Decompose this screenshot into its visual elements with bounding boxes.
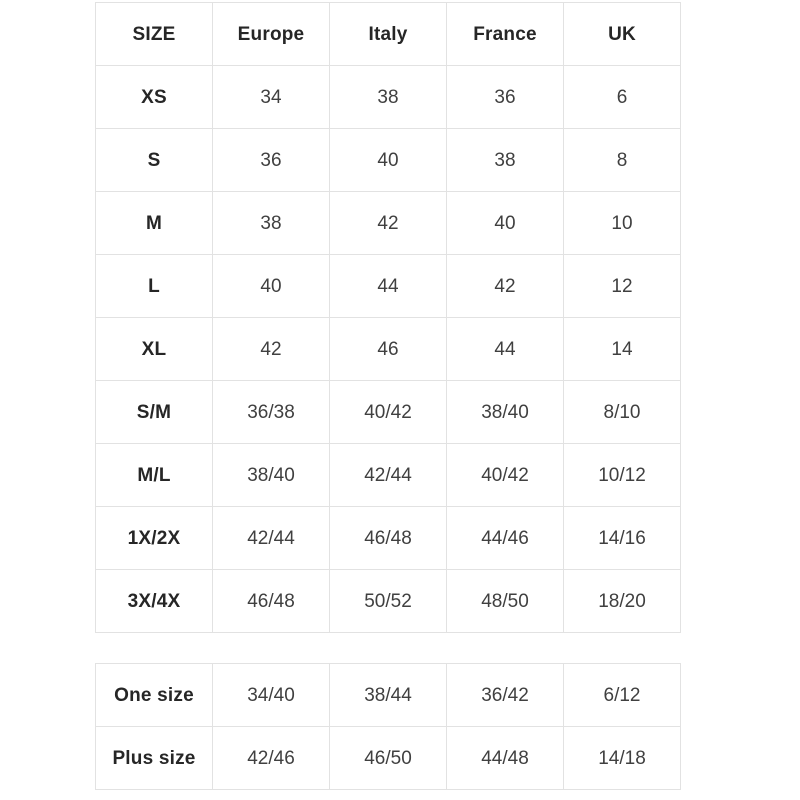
value-cell: 48/50: [447, 570, 564, 633]
size-cell: M: [96, 192, 213, 255]
table-body: [96, 664, 681, 790]
value-cell: 46/48: [213, 570, 330, 633]
value-cell: 36/38: [213, 381, 330, 444]
value-cell: 42/44: [213, 507, 330, 570]
size-cell: 1X/2X: [96, 507, 213, 570]
value-cell: 44/46: [447, 507, 564, 570]
value-cell: 42: [447, 255, 564, 318]
value-cell: 50/52: [330, 570, 447, 633]
value-cell: 46/48: [330, 507, 447, 570]
table-row: [96, 381, 681, 444]
one-size-table: [95, 663, 681, 790]
table-row: [96, 727, 681, 790]
header-row: [96, 3, 681, 66]
table-header: [96, 3, 681, 66]
table-row: [96, 255, 681, 318]
size-cell: Plus size: [96, 727, 213, 790]
size-cell: XL: [96, 318, 213, 381]
table-body: [96, 66, 681, 633]
header-cell-europe: Europe: [213, 3, 330, 66]
value-cell: 44: [330, 255, 447, 318]
header-cell-size: SIZE: [96, 3, 213, 66]
size-cell: M/L: [96, 444, 213, 507]
value-cell: 8/10: [564, 381, 681, 444]
value-cell: 36: [447, 66, 564, 129]
size-cell: S: [96, 129, 213, 192]
size-cell: L: [96, 255, 213, 318]
table-row: [96, 192, 681, 255]
value-cell: 46/50: [330, 727, 447, 790]
table-row: [96, 570, 681, 633]
value-cell: 6: [564, 66, 681, 129]
size-cell: 3X/4X: [96, 570, 213, 633]
value-cell: 42: [330, 192, 447, 255]
header-cell-italy: Italy: [330, 3, 447, 66]
value-cell: 6/12: [564, 664, 681, 727]
value-cell: 10: [564, 192, 681, 255]
value-cell: 42: [213, 318, 330, 381]
size-cell: S/M: [96, 381, 213, 444]
size-conversion-table: [95, 2, 681, 633]
header-cell-france: France: [447, 3, 564, 66]
value-cell: 14/18: [564, 727, 681, 790]
value-cell: 34: [213, 66, 330, 129]
header-cell-uk: UK: [564, 3, 681, 66]
value-cell: 36/42: [447, 664, 564, 727]
value-cell: 10/12: [564, 444, 681, 507]
value-cell: 38: [447, 129, 564, 192]
value-cell: 8: [564, 129, 681, 192]
table-row: [96, 444, 681, 507]
size-cell: One size: [96, 664, 213, 727]
table-row: [96, 664, 681, 727]
value-cell: 42/46: [213, 727, 330, 790]
table-row: [96, 129, 681, 192]
value-cell: 44: [447, 318, 564, 381]
value-cell: 38: [213, 192, 330, 255]
value-cell: 38/40: [447, 381, 564, 444]
value-cell: 34/40: [213, 664, 330, 727]
size-cell: XS: [96, 66, 213, 129]
value-cell: 36: [213, 129, 330, 192]
value-cell: 14: [564, 318, 681, 381]
value-cell: 14/16: [564, 507, 681, 570]
value-cell: 40/42: [330, 381, 447, 444]
value-cell: 38/40: [213, 444, 330, 507]
value-cell: 38/44: [330, 664, 447, 727]
table-row: [96, 66, 681, 129]
table-row: [96, 507, 681, 570]
value-cell: 38: [330, 66, 447, 129]
value-cell: 46: [330, 318, 447, 381]
value-cell: 42/44: [330, 444, 447, 507]
value-cell: 12: [564, 255, 681, 318]
value-cell: 40: [330, 129, 447, 192]
value-cell: 40/42: [447, 444, 564, 507]
value-cell: 40: [213, 255, 330, 318]
value-cell: 18/20: [564, 570, 681, 633]
value-cell: 44/48: [447, 727, 564, 790]
value-cell: 40: [447, 192, 564, 255]
table-row: [96, 318, 681, 381]
